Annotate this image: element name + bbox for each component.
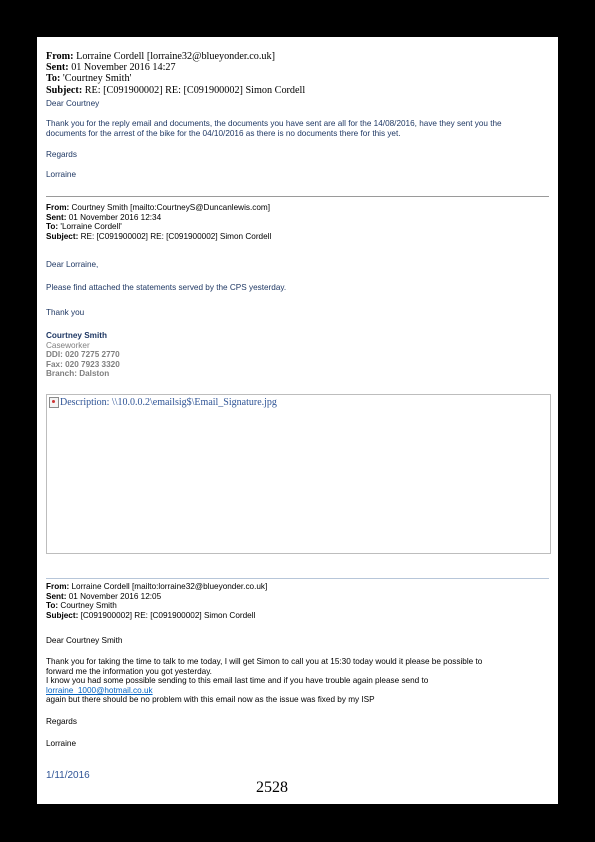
email3-from — [46, 582, 549, 592]
email3-body-line: forward me the information you got yesterday. — [46, 666, 212, 676]
footer-date: 1/11/2016 — [46, 770, 90, 781]
email3-body — [46, 657, 549, 705]
sent-value: 01 November 2016 12:34 — [66, 212, 162, 222]
email-link[interactable]: lorraine_1000@hotmail.co.uk — [46, 685, 153, 695]
from-value: Lorraine Cordell [mailto:lorraine32@blueyonder.co.uk] — [69, 582, 268, 591]
sent-label: Sent: — [46, 591, 67, 601]
email3-sent — [46, 592, 549, 602]
email3-to — [46, 601, 549, 611]
email1-to — [46, 73, 549, 84]
from-label: From: — [46, 203, 70, 212]
email-signature — [46, 331, 549, 379]
sent-value: 01 November 2016 12:05 — [66, 591, 162, 601]
email2-sent — [46, 213, 549, 223]
from-label: From: — [46, 582, 70, 591]
sent-value: 01 November 2016 14:27 — [68, 62, 176, 74]
to-label: To: — [46, 73, 61, 85]
email3-greeting: Dear Courtney Smith — [46, 636, 123, 645]
signature-role: Caseworker — [46, 340, 90, 350]
email2-greeting: Dear Lorraine, — [46, 260, 99, 269]
email1-from — [46, 51, 549, 62]
email3-header — [46, 582, 549, 620]
email1-signoff: Lorraine — [46, 170, 77, 179]
signature-image-placeholder — [46, 394, 551, 554]
subject-label: Subject: — [46, 610, 79, 620]
subject-value: [C091900002] RE: [C091900002] Simon Cordell — [78, 610, 256, 620]
subject-label: Subject: — [46, 84, 83, 96]
to-value: Courtney Smith — [58, 601, 117, 611]
email3-regards: Regards — [46, 717, 77, 726]
from-label: From: — [46, 51, 74, 62]
email1-greeting: Dear Courtney — [46, 99, 100, 108]
signature-fax: Fax: 020 7923 3320 — [46, 359, 120, 369]
email3-signoff: Lorraine — [46, 739, 77, 748]
email1-body — [46, 119, 549, 138]
broken-image-icon — [49, 397, 59, 408]
email2-header — [46, 203, 549, 241]
email1-subject — [46, 85, 549, 96]
to-value: 'Lorraine Cordell' — [58, 222, 122, 232]
signature-name: Courtney Smith — [46, 331, 107, 340]
email3-body-line: again but there should be no problem with this email now as the issue was fixed by my ISP — [46, 695, 375, 705]
sent-label: Sent: — [46, 212, 67, 222]
sent-label: Sent: — [46, 62, 69, 74]
signature-ddi: DDI: 020 7275 2770 — [46, 350, 120, 360]
email1-body-line: Thank you for the reply email and documents, the documents you have sent are all for the 14/08/2016, have they sent you the — [46, 119, 502, 128]
email3-body-line: I know you had some possible sending to this email last time and if you have trouble again please send to — [46, 676, 429, 686]
subject-value: RE: [C091900002] RE: [C091900002] Simon Cordell — [82, 84, 306, 96]
email2-thanks: Thank you — [46, 308, 85, 317]
signature-branch: Branch: Dalston — [46, 369, 110, 379]
email1-sent — [46, 62, 549, 73]
image-alt-text: Description: \\10.0.0.2\emailsig$\Email_Signature.jpg — [60, 397, 277, 408]
to-value: 'Courtney Smith' — [60, 73, 132, 85]
email3-body-line: Thank you for taking the time to talk to me today, I will get Simon to call you at 15:30 today would it please be possible to — [46, 657, 483, 666]
from-value: Lorraine Cordell [lorraine32@blueyonder.co.uk] — [73, 51, 276, 62]
email3-subject — [46, 611, 549, 621]
document-page — [37, 37, 558, 804]
from-value: Courtney Smith [mailto:CourtneyS@Duncanlewis.com] — [69, 203, 270, 212]
email2-from — [46, 203, 549, 213]
email2-body: Please find attached the statements served by the CPS yesterday. — [46, 283, 287, 292]
to-label: To: — [46, 222, 59, 232]
to-label: To: — [46, 601, 59, 611]
email1-body-line: documents for the arrest of the bike for the 04/10/2016 as there is no documents there for this yet. — [46, 128, 401, 138]
subject-value: RE: [C091900002] RE: [C091900002] Simon Cordell — [78, 231, 272, 241]
email1-header — [46, 51, 549, 96]
email2-to — [46, 222, 549, 232]
email2-subject — [46, 232, 549, 242]
separator — [46, 578, 549, 579]
separator — [46, 196, 549, 197]
subject-label: Subject: — [46, 231, 79, 241]
page-number: 2528 — [256, 779, 288, 796]
email1-regards: Regards — [46, 150, 77, 159]
